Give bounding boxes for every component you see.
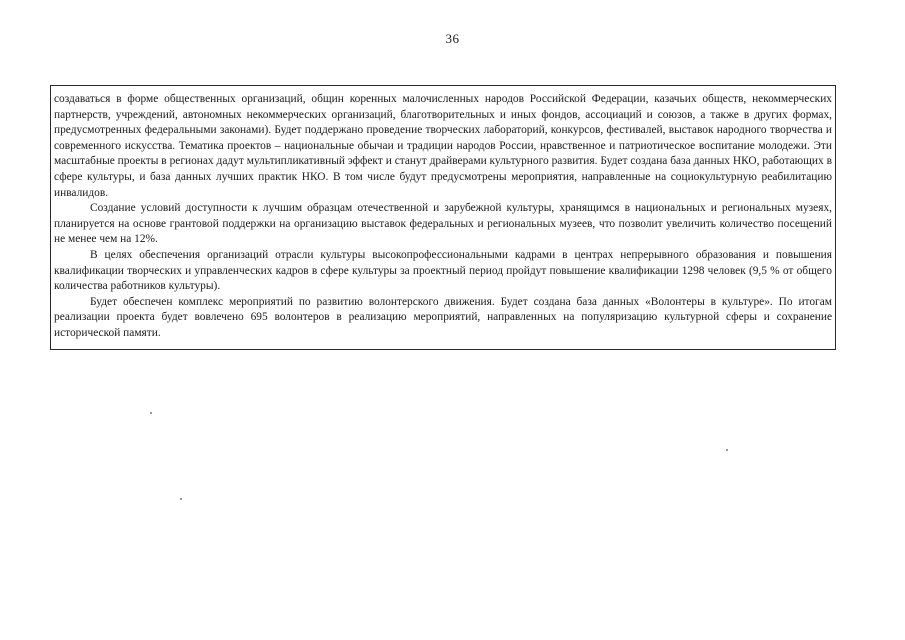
scan-speck [180, 498, 182, 500]
scan-speck [726, 449, 728, 451]
paragraph-museum-access: Создание условий доступности к лучшим образцам отечественной и зарубежной культуры, хранящимся в национальных и региональных музеях, планируется на основе грантовой поддержки на организацию выставок федеральных и региональных музеев, что позволит увеличить количество посещений не менее чем на 12%. [54, 202, 832, 246]
page-number: 36 [445, 31, 460, 46]
paragraph-nko-forms: создаваться в форме общественных организаций, общин коренных малочисленных народов Российской Федерации, казачьих обществ, некоммерческих партнерств, учреждений, автономных некоммерческих организаций, благотворительных и иных фондов, ассоциаций и союзов, а также в других формах, предусмотренных федеральными законами). Будет поддержано проведение творческих лабораторий, конкурсов, фестивалей, выставок народного творчества и современного искусства. Тематика проектов – национальные обычаи и традиции народов России, нравственное и патриотическое воспитание молодежи. Эти масштабные проекты в регионах дадут мультипликативный эффект и станут драйверами культурного развития. Будет создана база данных НКО, работающих в сфере культуры, и база данных лучших практик НКО. В том числе будут предусмотрены мероприятия, направленные на социокультурную реабилитацию инвалидов. [54, 93, 832, 199]
paragraph-volunteers: Будет обеспечен комплекс мероприятий по развитию волонтерского движения. Будет создана база данных «Волонтеры в культуре». По итогам реализации проекта будет вовлечено 695 волонтеров в реализацию мероприятий, направленных на популяризацию культурной сферы и сохранение исторической памяти. [54, 295, 832, 339]
paragraph-staff-training: В целях обеспечения организаций отрасли культуры высокопрофессиональными кадрами в центрах непрерывного образования и повышения квалификации творческих и управленческих кадров в сфере культуры за проектный период пройдут повышение квалификации 1298 человек (9,5 % от общего количества работников культуры). [54, 248, 832, 293]
scan-speck [150, 412, 152, 414]
content-frame [50, 85, 836, 350]
